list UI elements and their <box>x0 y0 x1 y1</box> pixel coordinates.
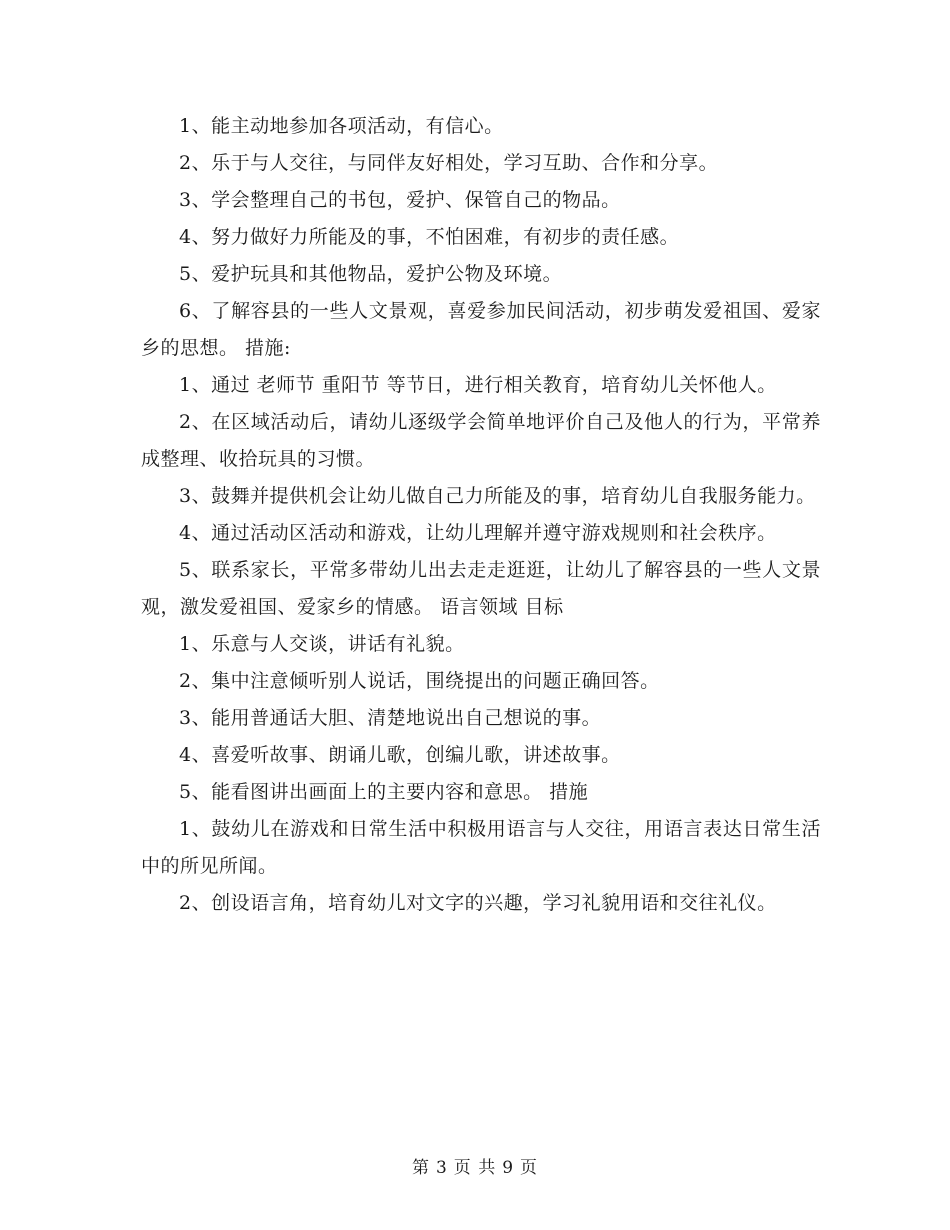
paragraph: 3、能用普通话大胆、清楚地说出自己想说的事。 <box>179 707 602 729</box>
footer-prefix: 第 <box>411 1158 430 1178</box>
paragraph: 1、乐意与人交谈，讲话有礼貌。 <box>179 633 465 655</box>
paragraph: 2、乐于与人交往，与同伴友好相处，学习互助、合作和分享。 <box>179 152 719 174</box>
paragraph: 4、通过活动区活动和游戏，让幼儿理解并遵守游戏规则和社会秩序。 <box>179 522 777 544</box>
paragraph: 3、学会整理自己的书包，爱护、保管自己的物品。 <box>179 189 621 211</box>
paragraph: 1、能主动地参加各项活动，有信心。 <box>179 115 504 137</box>
page-footer <box>0 1153 950 1178</box>
paragraph: 4、喜爱听故事、朗诵儿歌，创编儿歌，讲述故事。 <box>179 744 621 766</box>
paragraph: 2、集中注意倾听别人说话，围绕提出的问题正确回答。 <box>179 670 660 692</box>
footer-total-pages: 9 <box>502 1158 515 1178</box>
document-body <box>141 108 821 922</box>
paragraph: 2、在区域活动后，请幼儿逐级学会简单地评价自己及他人的行为，平常养成整理、收拾玩具的习惯。 <box>141 411 821 470</box>
paragraph: 3、鼓舞并提供机会让幼儿做自己力所能及的事，培育幼儿自我服务能力。 <box>179 485 816 507</box>
footer-suffix: 页 <box>520 1158 539 1178</box>
paragraph: 5、爱护玩具和其他物品，爱护公物及环境。 <box>179 263 563 285</box>
footer-middle: 页 共 <box>453 1158 497 1178</box>
paragraph: 2、创设语言角，培育幼儿对文字的兴趣，学习礼貌用语和交往礼仪。 <box>179 892 777 914</box>
paragraph: 1、鼓幼儿在游戏和日常生活中积极用语言与人交往，用语言表达日常生活中的所见所闻。 <box>141 818 821 877</box>
paragraph: 5、能看图讲出画面上的主要内容和意思。 措施 <box>179 781 589 803</box>
paragraph: 1、通过 老师节 重阳节 等节日，进行相关教育，培育幼儿关怀他人。 <box>179 374 777 396</box>
paragraph: 4、努力做好力所能及的事，不怕困难，有初步的责任感。 <box>179 226 680 248</box>
paragraph: 5、联系家长，平常多带幼儿出去走走逛逛，让幼儿了解容县的一些人文景观，激发爱祖国、爱家乡的情感。 语言领域 目标 <box>141 559 821 618</box>
paragraph: 6、了解容县的一些人文景观，喜爱参加民间活动，初步萌发爱祖国、爱家乡的思想。 措施: <box>141 300 821 359</box>
footer-current-page: 3 <box>435 1158 448 1178</box>
